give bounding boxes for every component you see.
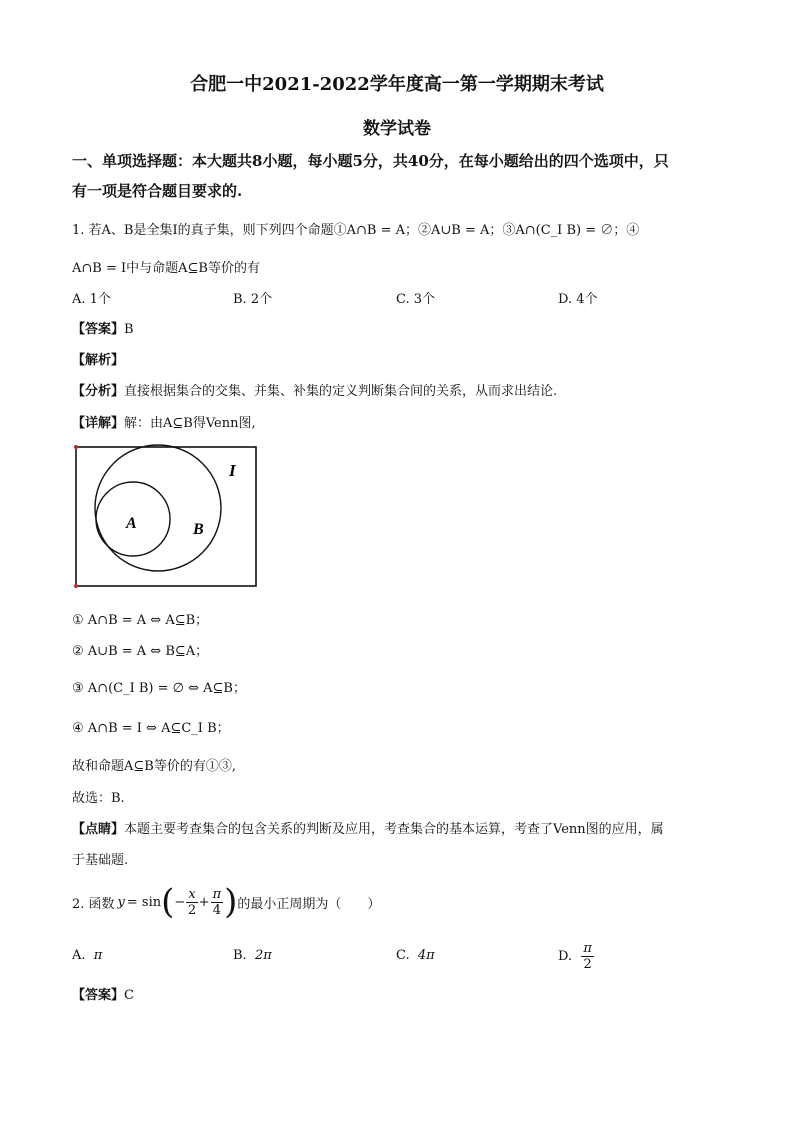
q1-option-c: C. 3个 [396, 292, 436, 307]
q2-option-a [72, 948, 102, 963]
step-1: ① A∩B = A ⇔ A⊆B； [72, 613, 209, 628]
option-label: B. [233, 948, 247, 963]
q1-fenxi-row [72, 380, 557, 399]
option-value: 2π [254, 948, 272, 963]
corner-dot [74, 584, 78, 588]
step-4: ④ A∩B = I ⇔ A⊆C_I B； [72, 721, 230, 736]
option-value: π [93, 948, 103, 963]
q1-answer-row [72, 318, 134, 337]
step-2: ② A∪B = A ⇔ B⊆A； [72, 644, 209, 659]
q2-stem [72, 880, 380, 924]
q1-stem-line1: 1. 若A、B是全集I的真子集，则下列四个命题①A∩B = A；②A∪B = A；③A∩(C_I B) = ∅；④ [72, 223, 640, 238]
frac2-num: π [212, 886, 222, 902]
q2-option-d [558, 936, 595, 976]
label-universal: I [229, 461, 236, 480]
q1-detail-row [72, 412, 256, 431]
section-heading-line2: 有一项是符合题目要求的. [72, 182, 243, 200]
q2-y: y [117, 894, 125, 910]
q2-eq: = sin [126, 894, 162, 910]
detail-label: 【详解】 [72, 416, 125, 431]
corner-dot [74, 445, 78, 449]
comment-row [72, 818, 664, 837]
option-d-den: 2 [583, 956, 592, 972]
analysis-label: 【解析】 [72, 353, 125, 368]
q2-suffix: 的最小正周期为（ ） [237, 896, 381, 912]
open-paren: ( [161, 882, 175, 922]
close-paren: ) [224, 882, 238, 922]
fraction-x-over-2 [186, 887, 197, 918]
option-value: 4π [417, 948, 435, 963]
fraction-pi-over-2 [581, 941, 594, 972]
option-label: C. [396, 948, 410, 963]
q2-minus: − [174, 894, 186, 910]
page-subtitle: 数学试卷 [363, 119, 431, 139]
choose: 故选：B. [72, 791, 125, 806]
frac1-num: x [188, 886, 196, 902]
venn-diagram [72, 444, 262, 590]
q2-option-c [396, 948, 435, 963]
step-3: ③ A∩(C_I B) = ∅ ⇔ A⊆B； [72, 681, 246, 696]
q2-option-b [233, 948, 272, 963]
option-d-num: π [583, 940, 592, 956]
fenxi-text: 直接根据集合的交集、并集、补集的定义判断集合间的关系，从而求出结论. [124, 384, 558, 399]
conclusion: 故和命题A⊆B等价的有①③, [72, 759, 236, 774]
q1-option-b: B. 2个 [233, 292, 273, 307]
q2-prefix: 2. 函数 [72, 896, 115, 912]
set-b-circle [95, 445, 221, 571]
q1-option-a: A. 1个 [72, 292, 111, 307]
frac2-den: 4 [212, 902, 221, 918]
fraction-pi-over-4 [211, 887, 224, 918]
option-label: A. [72, 948, 86, 963]
section-heading-line1: 一、单项选择题：本大题共8小题，每小题5分，共40分，在每小题给出的四个选项中，只 [72, 152, 669, 170]
answer-label: 【答案】 [72, 322, 125, 337]
label-set-b: B [193, 521, 204, 538]
fenxi-label: 【分析】 [72, 384, 125, 399]
label-set-a: A [126, 515, 137, 532]
option-label: D. [558, 948, 573, 964]
frac1-den: 2 [187, 902, 197, 918]
comment-line2: 于基础题. [72, 853, 129, 868]
comment-label: 【点睛】 [72, 822, 125, 837]
page-title: 合肥一中2021-2022学年度高一第一学期期末考试 [190, 74, 604, 95]
detail-text: 解：由A⊆B得Venn图, [124, 416, 256, 431]
comment-text: 本题主要考查集合的包含关系的判断及应用，考查集合的基本运算，考查了Venn图的应用，属 [124, 822, 664, 837]
answer-label: 【答案】 [72, 988, 125, 1003]
q2-plus: + [198, 894, 210, 910]
q2-answer-row [72, 984, 134, 1003]
q1-option-d: D. 4个 [558, 292, 598, 307]
answer-value: B [124, 322, 134, 337]
answer-value: C [124, 988, 134, 1003]
q1-stem-line2: A∩B = I中与命题A⊆B等价的有 [72, 261, 260, 276]
